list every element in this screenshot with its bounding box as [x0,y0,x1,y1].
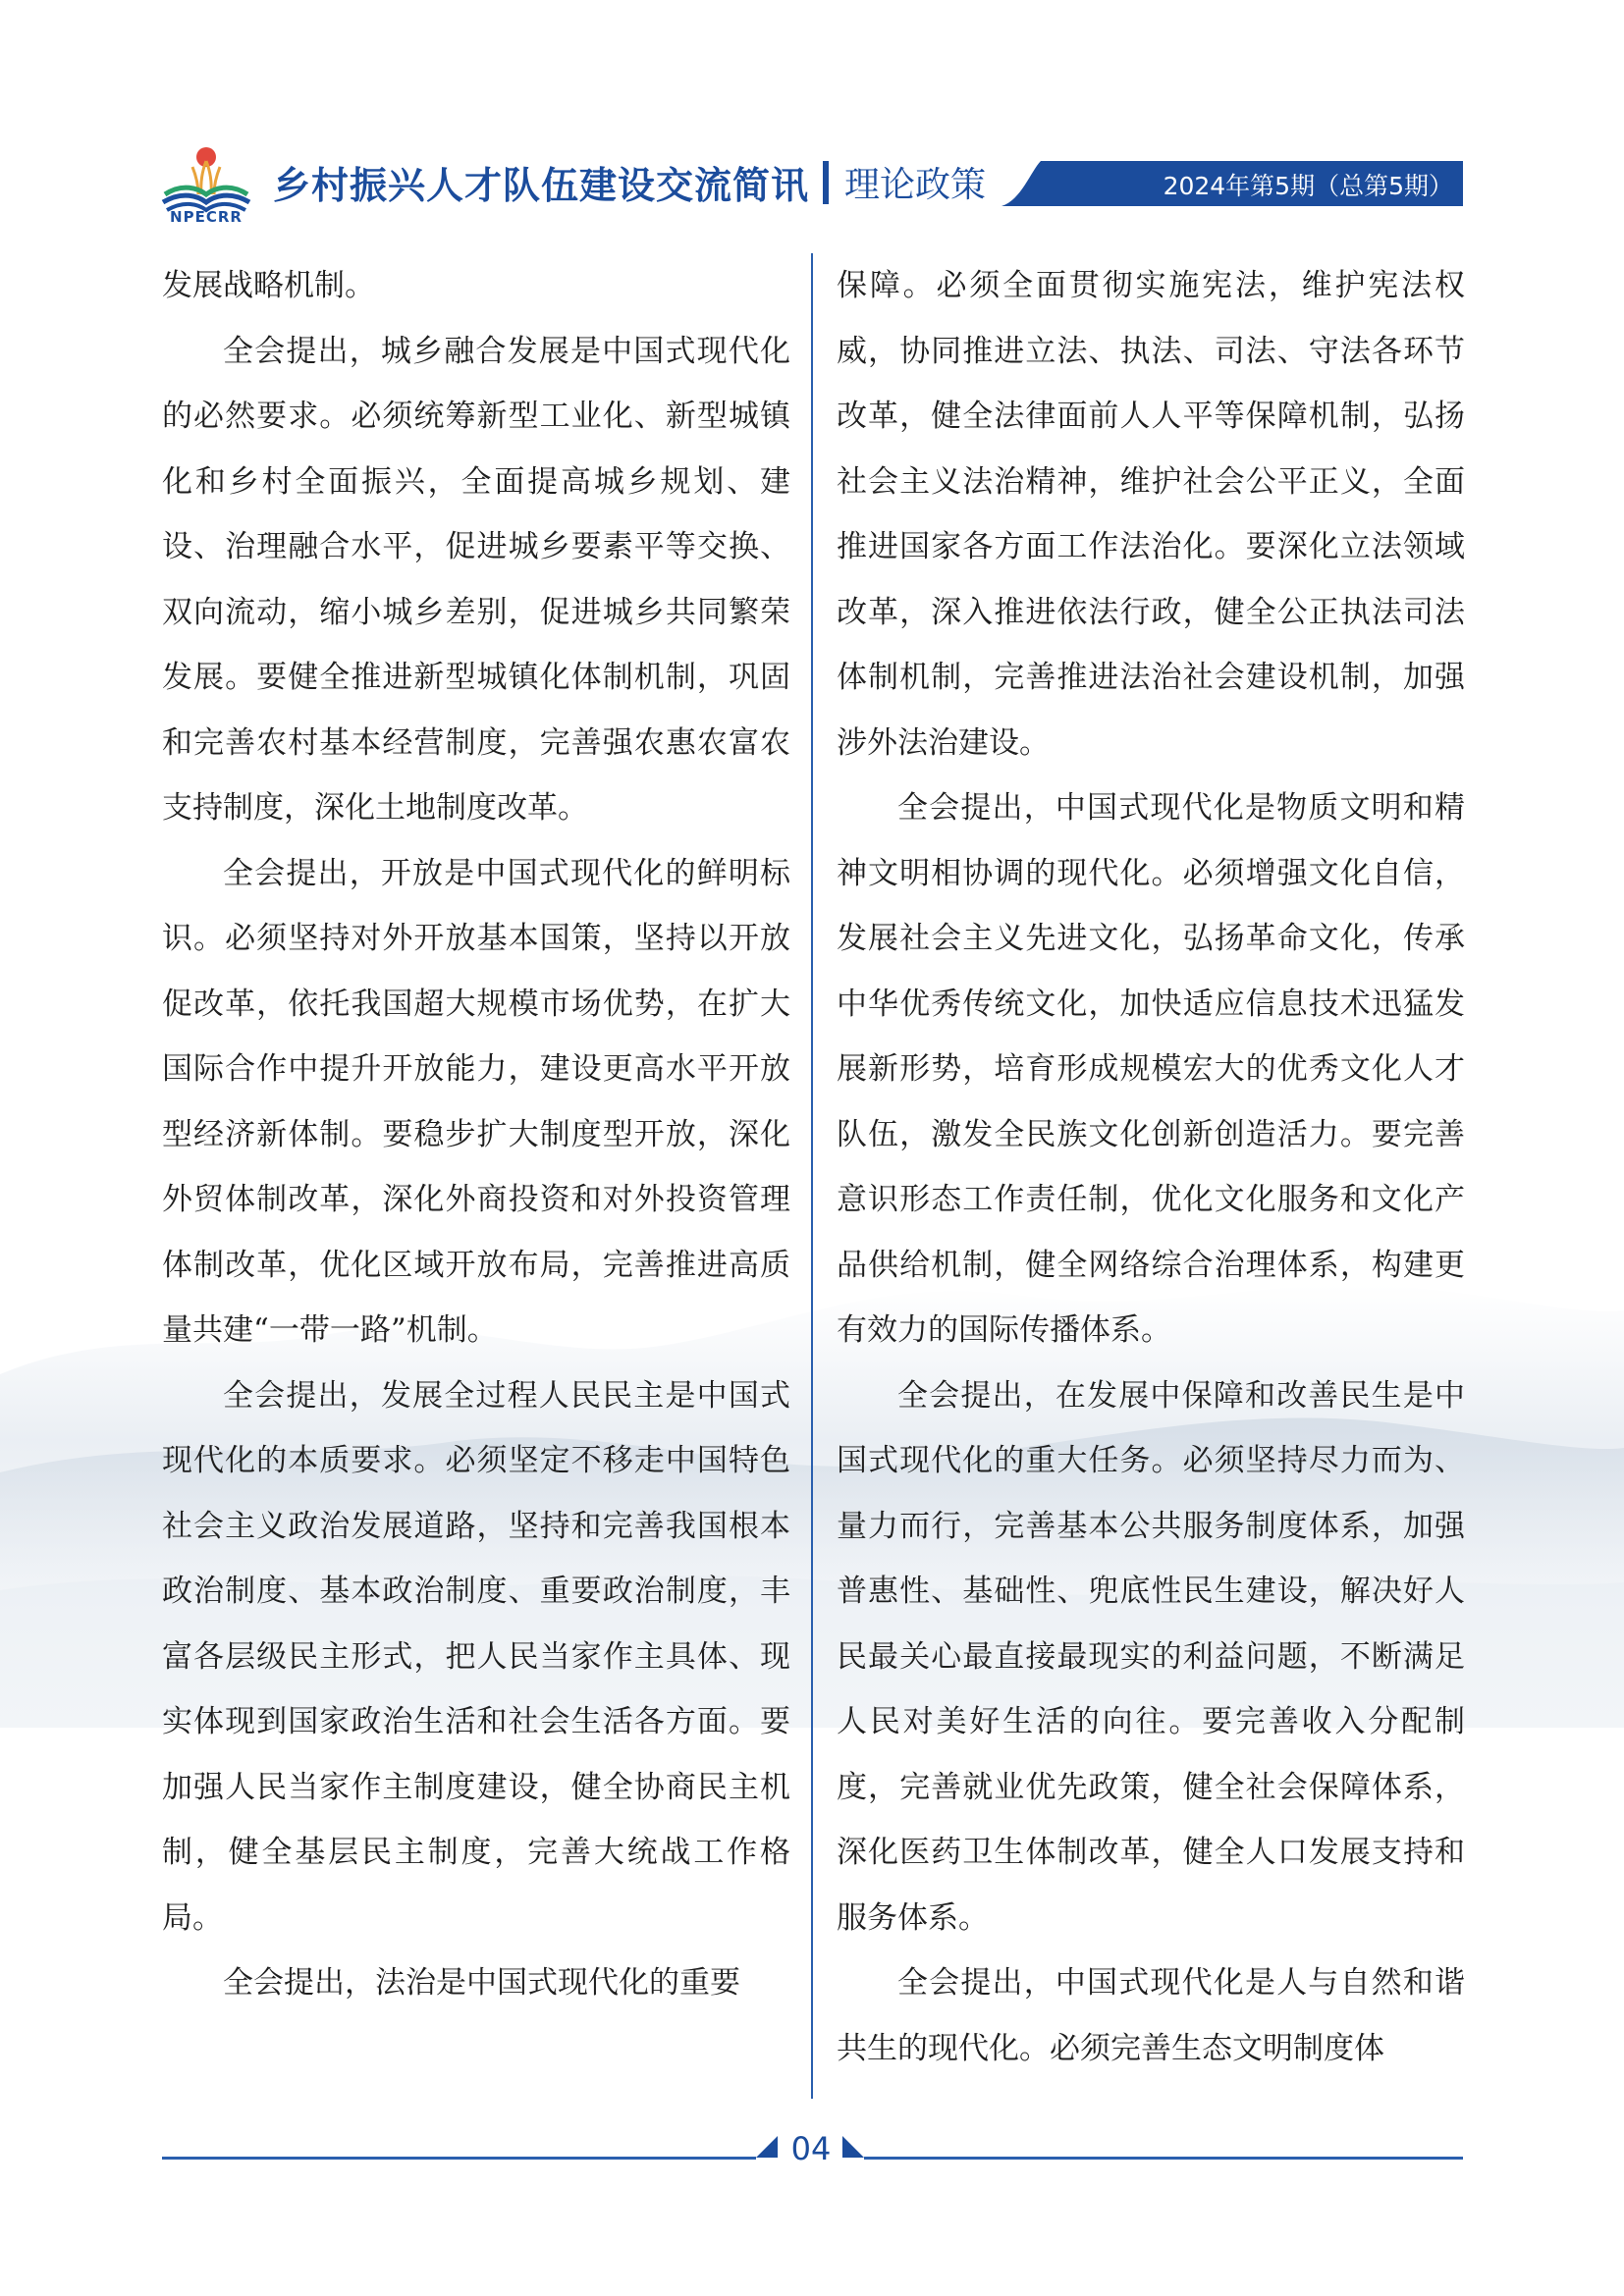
paragraph: 全会提出，开放是中国式现代化的鲜明标识。必须坚持对外开放基本国策，坚持以开放促改革，依托我国超大规模市场优势，在扩大国际合作中提升开放能力，建设更高水平开放型经济新体制。要稳步扩大制度型开放，深化外贸体制改革，深化外商投资和对外投资管理体制改革，优化区域开放布局，完善推进高质量共建“一带一路”机制。 [162,855,790,1348]
paragraph: 发展战略机制。 [162,268,375,303]
issue-label: 2024年第5期（总第5期） [1163,172,1453,200]
paragraph: 全会提出，法治是中国式现代化的重要 [223,1965,740,2001]
paragraph: 全会提出，城乡融合发展是中国式现代化的必然要求。必须统筹新型工业化、新型城镇化和乡村全面振兴，全面提高城乡规划、建设、治理融合水平，促进城乡要素平等交换、双向流动，缩小城乡差别，促进城乡共同繁荣发展。要健全推进新型城镇化体制机制，巩固和完善农村基本经营制度，完善强农惠农富农支持制度，深化土地制度改革。 [162,333,790,826]
left-column [162,253,790,2016]
paragraph: 全会提出，中国式现代化是物质文明和精神文明相协调的现代化。必须增强文化自信，发展社会主义先进文化，弘扬革命文化，传承中华优秀传统文化，加快适应信息技术迅猛发展新形势，培育形成规模宏大的优秀文化人才队伍，激发全民族文化创新创造活力。要完善意识形态工作责任制，优化文化服务和文化产品供给机制，健全网络综合治理体系，构建更有效力的国际传播体系。 [837,790,1465,1348]
section-title: 理论政策 [844,165,987,205]
paragraph: 全会提出，中国式现代化是人与自然和谐共生的现代化。必须完善生态文明制度体 [837,1965,1465,2066]
logo-text: NPECRR [170,208,243,226]
paragraph: 全会提出，发展全过程人民民主是中国式现代化的本质要求。必须坚定不移走中国特色社会主义政治发展道路，坚持和完善我国根本政治制度、基本政治制度、重要政治制度，丰富各层级民主形式，把人民当家作主具体、现实体现到国家政治生活和社会生活各方面。要加强人民当家作主制度建设，健全协商民主机制，健全基层民主制度，完善大统战工作格局。 [162,1377,790,1936]
page-number: 04 [790,2130,832,2167]
page-number-ornament [756,2128,864,2177]
footer-rule-right [864,2157,1463,2160]
page-header [0,128,1624,236]
paragraph: 保障。必须全面贯彻实施宪法，维护宪法权威，协同推进立法、执法、司法、守法各环节改革，健全法律面前人人平等保障机制，弘扬社会主义法治精神，维护社会公平正义，全面推进国家各方面工作法治化。要深化立法领域改革，深入推进依法行政，健全公正执法司法体制机制，完善推进法治社会建设机制，加强涉外法治建设。 [837,268,1465,761]
title-divider [823,161,829,204]
footer-rule-left [162,2157,756,2160]
right-column [837,253,1465,2081]
publication-title: 乡村振兴人才队伍建设交流简讯 [273,164,810,207]
paragraph: 全会提出，在发展中保障和改善民生是中国式现代化的重大任务。必须坚持尽力而为、量力而行，完善基本公共服务制度体系，加强普惠性、基础性、兜底性民生建设，解决好人民最关心最直接最现实的利益问题，不断满足人民对美好生活的向往。要完善收入分配制度，完善就业优先政策，健全社会保障体系，深化医药卫生体制改革，健全人口发展支持和服务体系。 [837,1377,1465,1936]
column-divider [811,253,813,2099]
